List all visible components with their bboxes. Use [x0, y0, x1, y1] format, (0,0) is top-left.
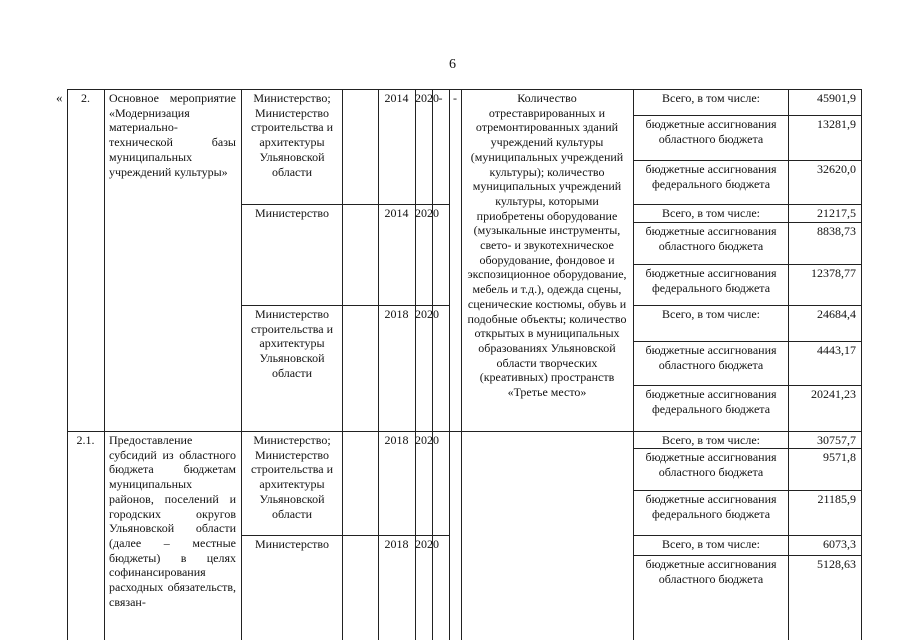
executor-name: Министерство; Министерство строительства и архитектуры Ульяновской области: [251, 433, 333, 521]
finance-total-label: Всего, в том числе:: [662, 433, 760, 447]
measure-title: Предоставление субсидий из областного бюджета бюджетам муниципальных районов, поселений и городских округов Ульяновской области (далее – местные бюджеты) в целях софинансирования расходных обязательств, связан-: [109, 433, 236, 609]
start-year: 2014: [384, 91, 409, 105]
program-table: [67, 89, 862, 640]
finance-federal-label: бюджетные ассигнования федерального бюджета: [645, 162, 777, 191]
finance-value: 9571,8: [823, 450, 856, 464]
end-year: 2020: [415, 307, 439, 321]
start-year: 2018: [384, 537, 409, 551]
page-number: 6: [449, 57, 456, 72]
finance-value: 8838,73: [817, 224, 856, 238]
dash-cell: -: [438, 91, 443, 105]
executor-name: Министерство: [255, 206, 329, 220]
finance-value: 20241,23: [811, 387, 856, 401]
finance-value: 6073,3: [823, 537, 856, 551]
finance-value: 24684,4: [817, 307, 856, 321]
end-year: 2020: [415, 433, 439, 447]
measure-title: Основное мероприятие «Модернизация материально-технической базы муниципальных учреждений культуры»: [109, 91, 236, 179]
dash-cell: -: [453, 91, 457, 105]
end-year: 2020: [415, 206, 439, 220]
finance-value: 32620,0: [817, 162, 856, 176]
opening-quote: «: [56, 90, 63, 105]
finance-value: 30757,7: [817, 433, 856, 447]
finance-total-label: Всего, в том числе:: [662, 537, 760, 551]
finance-federal-label: бюджетные ассигнования федерального бюджета: [645, 387, 777, 416]
finance-regional-label: бюджетные ассигнования областного бюджета: [645, 557, 777, 586]
finance-total-label: Всего, в том числе:: [662, 307, 760, 321]
finance-value: 5128,63: [817, 557, 856, 571]
start-year: 2018: [384, 433, 409, 447]
finance-regional-label: бюджетные ассигнования областного бюджета: [645, 343, 777, 372]
executor-name: Министерство строительства и архитектуры Ульяновской области: [251, 307, 333, 380]
row-number: 2.: [81, 91, 90, 105]
executor-name: Министерство: [255, 537, 329, 551]
finance-regional-label: бюджетные ассигнования областного бюджета: [645, 117, 777, 146]
finance-federal-label: бюджетные ассигнования федерального бюджета: [645, 492, 777, 521]
start-year: 2014: [384, 206, 409, 220]
finance-total-label: Всего, в том числе:: [662, 91, 760, 105]
finance-federal-label: бюджетные ассигнования федерального бюджета: [645, 266, 777, 295]
finance-value: 13281,9: [817, 117, 856, 131]
finance-value: 4443,17: [817, 343, 856, 357]
end-year: 2020: [415, 537, 439, 551]
finance-regional-label: бюджетные ассигнования областного бюджета: [645, 224, 777, 253]
finance-total-label: Всего, в том числе:: [662, 206, 760, 220]
finance-value: 45901,9: [817, 91, 856, 105]
target-indicator: Количество отреставрированных и отремонтированных зданий учреждений культуры (муниципальных учреждений культуры); количество муниципальных учреждений культуры, которыми приобретены оборудование (музыкальные инструменты, свето- и звукотехническое оборудование, фондовое и экспозиционное оборудование, мебель и т.д.), одежда сцены, сценические костюмы, обувь и подобные объекты; количество открытых в муниципальных образованиях Ульяновской области творческих (креативных) пространств «Третье место»: [467, 91, 627, 400]
end-year: 2020: [415, 91, 439, 105]
finance-value: 12378,77: [811, 266, 856, 280]
finance-value: 21185,9: [817, 492, 856, 506]
executor-name: Министерство; Министерство строительства и архитектуры Ульяновской области: [251, 91, 333, 179]
row-number: 2.1.: [76, 433, 95, 447]
finance-regional-label: бюджетные ассигнования областного бюджета: [645, 450, 777, 479]
start-year: 2018: [384, 307, 409, 321]
finance-value: 21217,5: [817, 206, 856, 220]
